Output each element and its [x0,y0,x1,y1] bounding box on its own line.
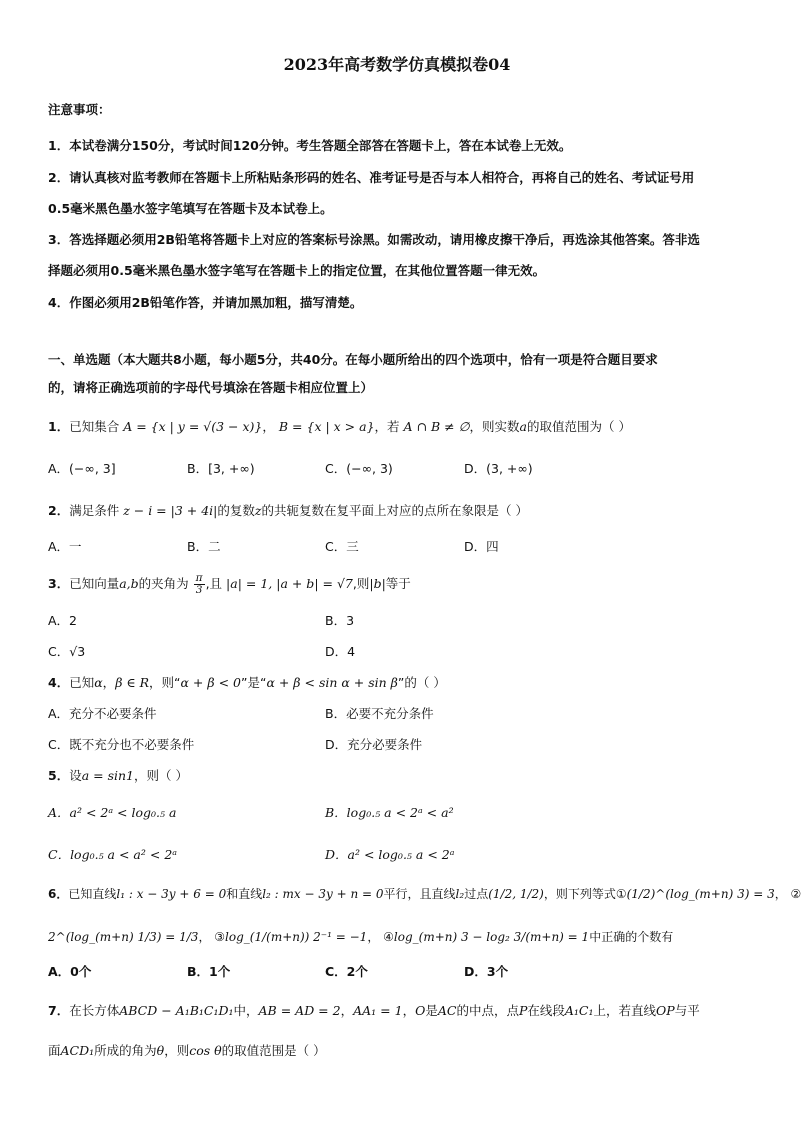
question-2 [48,502,746,520]
variable-domain: β ∈ R [115,675,150,690]
page-title: 2023年高考数学仿真模拟卷04 [283,55,511,74]
question-text: 面 [48,1043,61,1058]
question-text: ， ③ [198,930,226,944]
question-text: ”是“ [240,675,267,690]
point-label: O [415,1003,426,1018]
question-text: 设 [69,768,82,783]
question-text: ， [340,1003,354,1018]
question-7-line-1 [48,1002,746,1020]
variable: z [254,503,262,518]
question-text: ， [102,675,116,690]
notice-line-6: 4．作图必须用2B铅笔作答，并请加黑加粗，描写清楚。 [48,295,363,310]
vector-equation: |a| = 1, |a + b| = √7 [226,576,353,591]
condition-formula: A ∩ B ≠ ∅ [403,419,470,434]
question-text: ,则 [352,576,370,591]
line-label: OP [656,1003,675,1018]
q4-option-c: C．既不充分也不必要条件 [48,737,195,752]
set-a-formula: A = {x | y = √(3 − x)} [123,419,263,434]
question-text: 的复数 [217,503,255,518]
q1-option-c: C．(−∞, 3) [325,461,393,476]
question-number: 3． [48,576,70,591]
question-number: 4． [48,675,70,690]
q6-option-d: D．3个 [464,964,509,979]
notice-line-1: 1．本试卷满分150分，考试时间120分钟。考生答题全部答在答题卡上，答在本试卷上无效。 [48,138,572,153]
fraction-denominator: 3 [195,584,203,596]
question-text: ， ④ [367,930,394,944]
question-text: ，则实数 [469,419,520,434]
q5-option-b: B．log₀.₅ a < 2ᵃ < a² [325,805,454,820]
question-text: 已知直线 [68,887,117,901]
equation-4: log_(m+n) 3 − log₂ 3/(m+n) = 1 [393,930,590,944]
notice-line-3: 0.5毫米黑色墨水签字笔填写在答题卡及本试卷上。 [48,201,333,216]
q1-option-a: A．(−∞, 3] [48,461,116,476]
notice-line-4: 3．答选择题必须用2B铅笔将答题卡上对应的答案标号涂黑。如需改动，请用橡皮擦干净后，再选涂其他答案。答非选 [48,232,700,247]
notice-line-5: 择题必须用0.5毫米黑色墨水签字笔写在答题卡上的指定位置，在其他位置答题一律无效。 [48,263,546,278]
question-text: 所成的角为 [94,1043,157,1058]
section-heading-line-2: 的，请将正确选项前的字母代号填涂在答题卡相应位置上） [48,380,374,395]
question-text: ,且 [205,576,223,591]
equation-1: (1/2)^(log_(m+n) 3) = 3 [626,887,775,901]
q3-option-c: C．√3 [48,644,86,659]
question-text: 已知向量 [69,576,120,591]
q1-option-b: B．[3, +∞) [187,461,255,476]
q2-option-d: D．四 [464,539,499,554]
q6-option-b: B．1个 [187,964,231,979]
question-4 [48,674,746,692]
question-text: 的共轭复数在复平面上对应的点所在象限是（ ） [261,503,528,518]
solid-label: ABCD − A₁B₁C₁D₁ [119,1003,234,1018]
question-text: 上，若直线 [593,1003,657,1018]
angle-label: θ [156,1043,165,1058]
q1-option-d: D．(3, +∞) [464,461,533,476]
point-label: P [518,1003,528,1018]
question-text: 与平 [674,1003,700,1018]
question-3 [48,571,746,597]
question-text: 已知集合 [69,419,120,434]
question-text: 中正确的个数有 [589,930,674,944]
q5-option-c: C．log₀.₅ a < a² < 2ᵃ [48,847,177,862]
question-text: ， [402,1003,416,1018]
section-heading-line-1: 一、单选题（本大题共8小题，每小题5分，共40分。在每小题所给出的四个选项中，恰有一项是符合题目要求 [48,352,658,367]
question-text: ， [262,419,275,434]
condition-2: α + β < sin α + sin β [266,675,398,690]
question-text: 的夹角为 [138,576,189,591]
question-text: 平行，且直线 [383,887,456,901]
question-text: ，则（ ） [134,768,188,783]
q4-option-a: A．充分不必要条件 [48,706,157,721]
question-text: 等于 [385,576,411,591]
angle-fraction [194,573,205,596]
question-text: ，则下列等式① [543,887,627,901]
question-number: 6． [48,887,69,901]
question-text: 在线段 [527,1003,565,1018]
question-text: 是 [425,1003,438,1018]
question-6-line-1 [48,885,801,903]
notice-line-2: 2．请认真核对监考教师在答题卡上所粘贴条形码的姓名、准考证号是否与本人相符合，再将自己的姓名、考试证号用 [48,170,695,185]
equation-formula: a = sin1 [81,768,135,783]
fraction-numerator: π [195,572,203,584]
line-2-label: l₂ [455,887,465,901]
q4-option-d: D．充分必要条件 [325,737,423,752]
q6-option-c: C．2个 [325,964,368,979]
question-text: 满足条件 [69,503,120,518]
question-text: 和直线 [226,887,263,901]
question-5 [48,767,746,785]
cosine-formula: cos θ [189,1043,222,1058]
set-b-formula: B = {x | x > a} [278,419,375,434]
point-formula: (1/2, 1/2) [488,887,544,901]
q3-option-a: A．2 [48,613,78,628]
question-1 [48,418,746,436]
equation-3: log_(1/(m+n)) 2⁻¹ = −1 [225,930,368,944]
q2-option-c: C．三 [325,539,359,554]
variable: a [519,419,527,434]
question-number: 2． [48,503,70,518]
question-text: 过点 [464,887,489,901]
question-text: ， ② [774,887,801,901]
question-text: ，则“ [149,675,181,690]
line-2-formula: l₂ : mx − 3y + n = 0 [262,887,384,901]
q3-option-b: B．3 [325,613,355,628]
q5-option-d: D．a² < log₀.₅ a < 2ᵃ [325,847,455,862]
equation-2: 2^(log_(m+n) 1/3) = 1/3 [48,930,199,944]
segment-label: A₁C₁ [564,1003,594,1018]
condition-1: α + β < 0 [180,675,241,690]
question-number: 5． [48,768,70,783]
equation-2: AA₁ = 1 [353,1003,403,1018]
equation-1: AB = AD = 2 [258,1003,341,1018]
question-6-line-2 [48,928,746,946]
q6-option-a: A．0个 [48,964,92,979]
question-number: 7． [48,1003,70,1018]
notice-heading: 注意事项： [48,102,111,117]
q3-option-d: D．4 [325,644,356,659]
line-1-formula: l₁ : x − 3y + 6 = 0 [116,887,227,901]
question-number: 1． [48,419,70,434]
question-text: ”的（ ） [397,675,446,690]
vector-norm: |b| [369,576,386,591]
equation-formula: z − i = |3 + 4i| [123,503,218,518]
question-text: 的取值范围是（ ） [221,1043,326,1058]
question-7-line-2 [48,1042,746,1060]
question-text: 在长方体 [69,1003,120,1018]
q2-option-b: B．二 [187,539,221,554]
question-text: 中， [233,1003,259,1018]
question-text: 的中点，点 [456,1003,519,1018]
plane-label: ACD₁ [60,1043,95,1058]
question-text: 的取值范围为（ ） [526,419,631,434]
question-text: ，则 [164,1043,190,1058]
variables: a,b [119,576,139,591]
question-text: ，若 [374,419,400,434]
q5-option-a: A．a² < 2ᵃ < log₀.₅ a [48,805,177,820]
question-text: 已知 [69,675,95,690]
variable: α [94,675,103,690]
segment-label: AC [437,1003,457,1018]
q4-option-b: B．必要不充分条件 [325,706,434,721]
q2-option-a: A．一 [48,539,82,554]
